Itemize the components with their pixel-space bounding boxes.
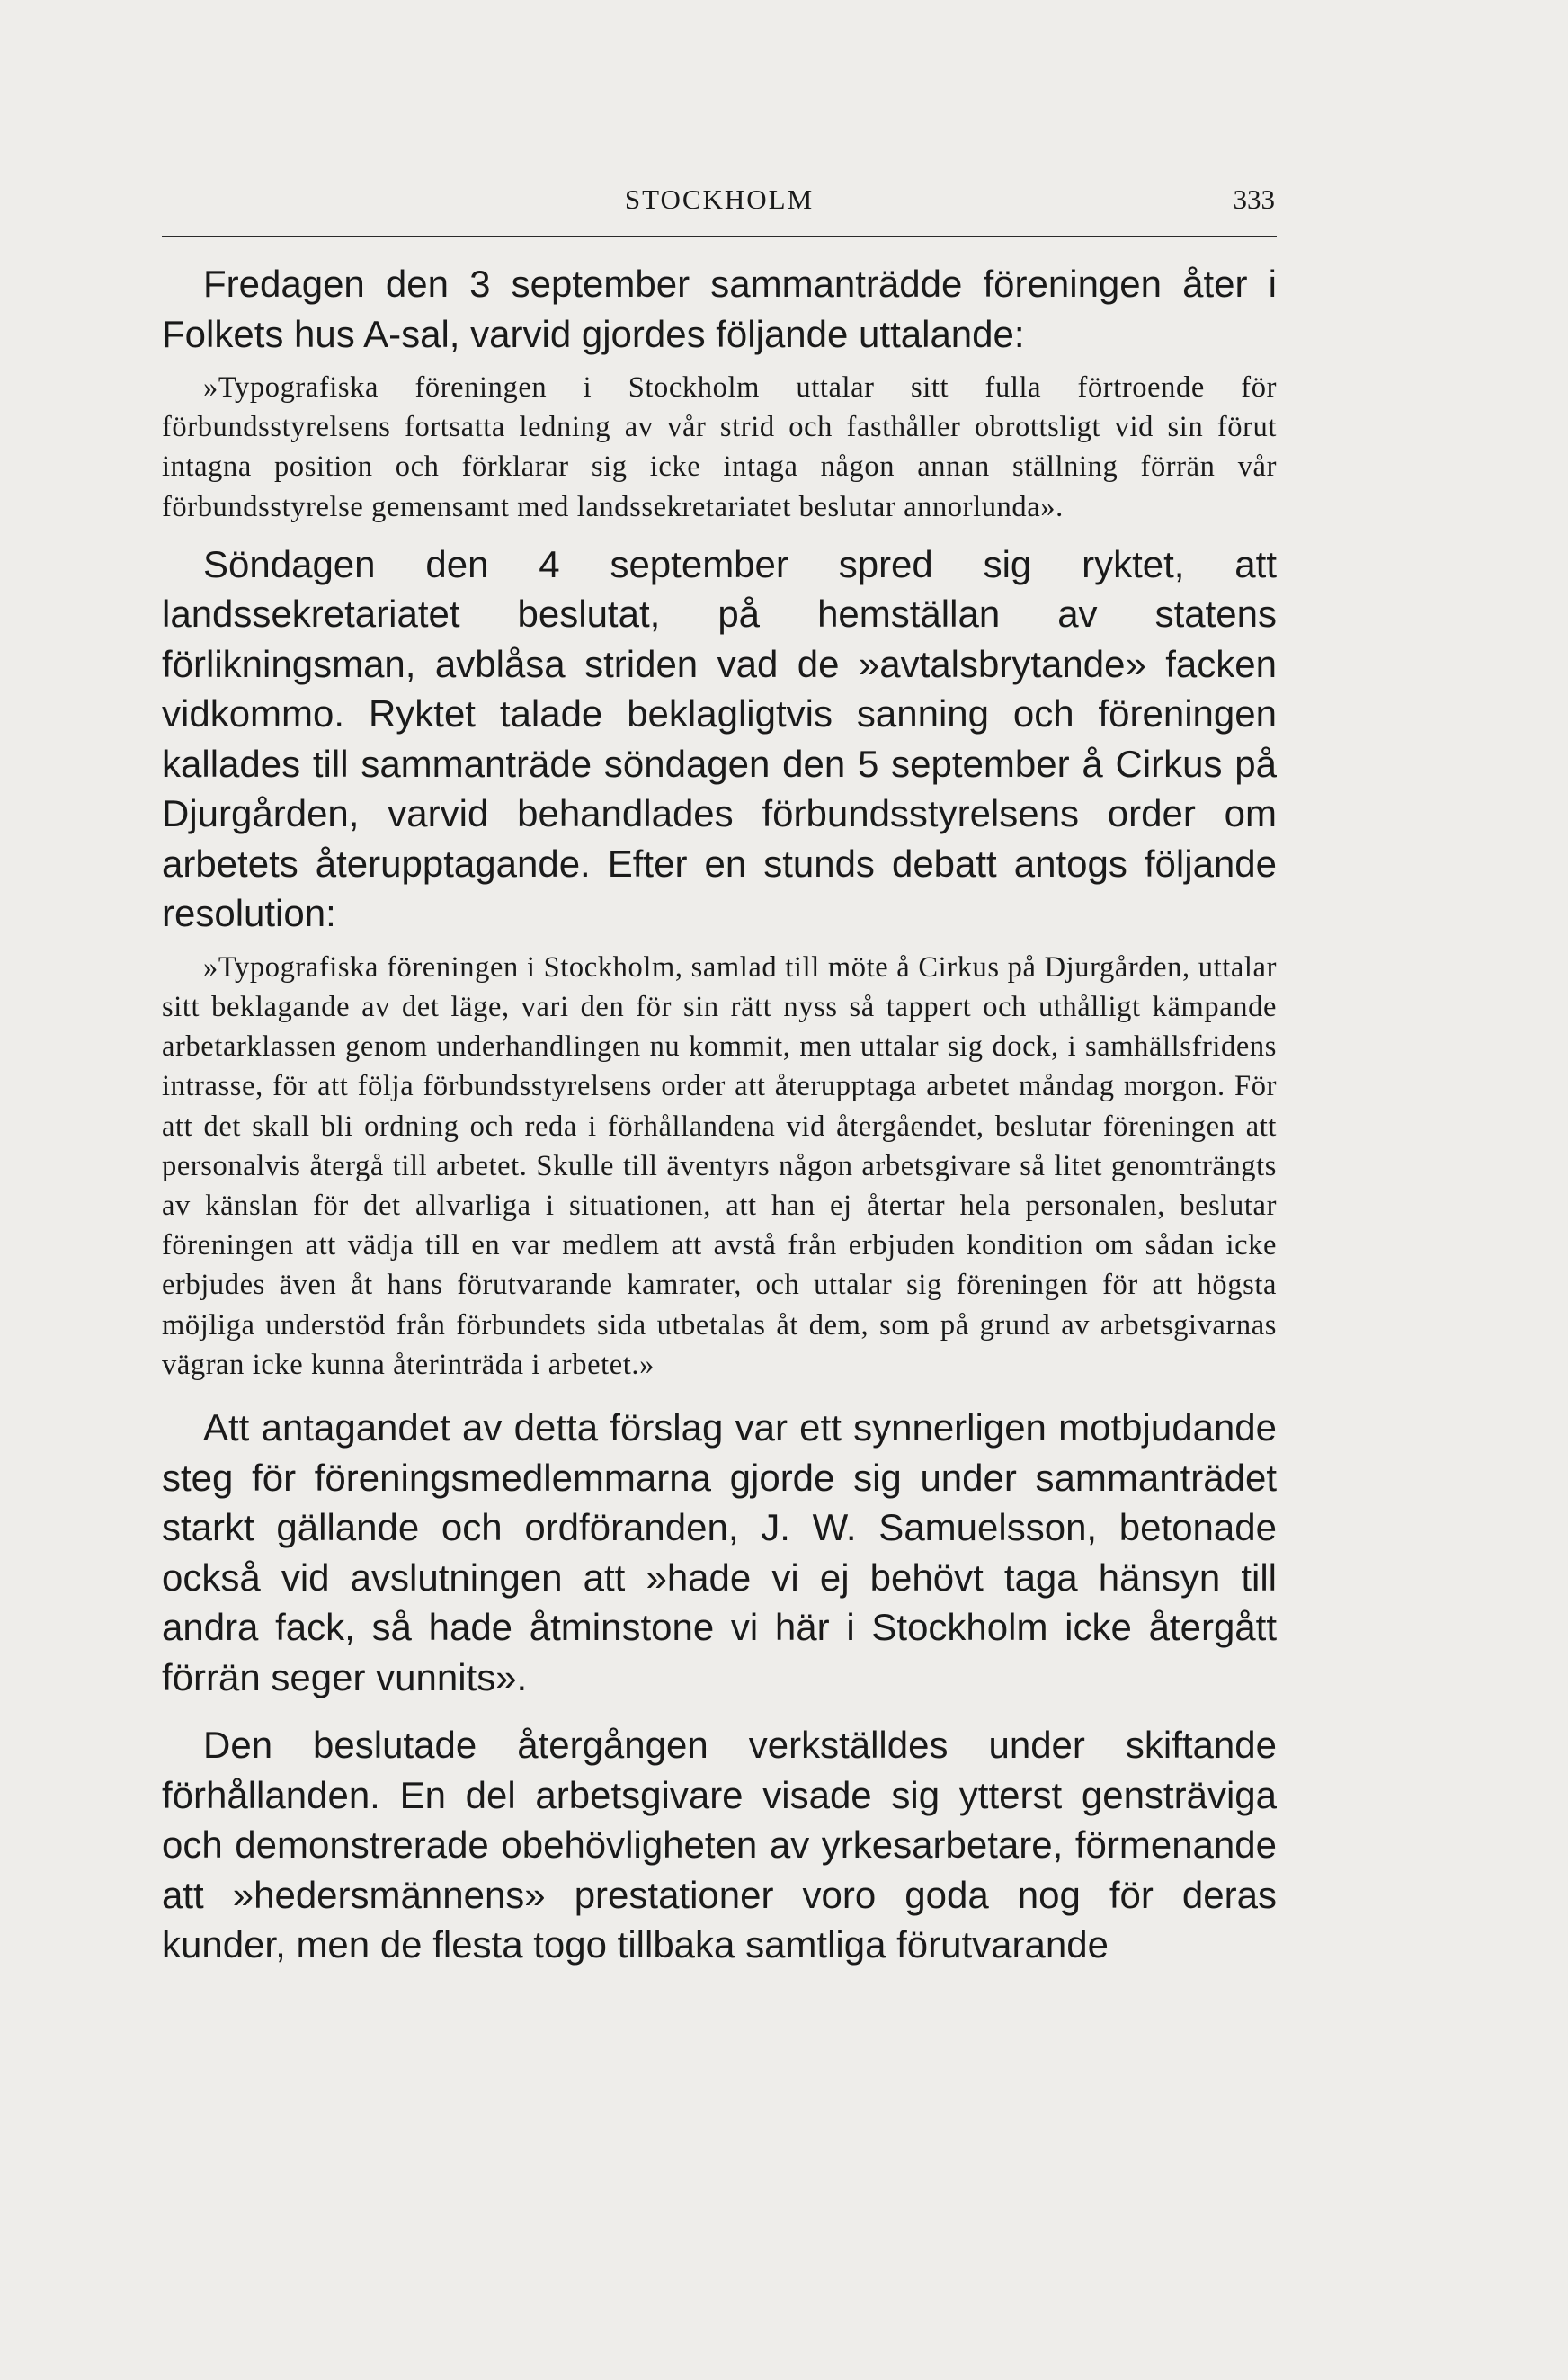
paragraph-adoption: Att antagandet av detta förslag var ett synnerligen motbjudande steg för föreningsmedlemmarna gjorde sig under sammanträdet starkt gällande och ordföranden, J. W. Samuelsson, betonade också vid avslutningen att »hade vi ej behövt taga hänsyn till andra fack, så hade åtminstone vi här i Stockholm icke återgått förrän seger vunnits». (162, 1406, 1277, 1698)
body-text (162, 259, 1277, 1970)
quote-first-statement: »Typografiska föreningen i Stockholm uttalar sitt fulla förtroende för förbundsstyrelsens fortsatta ledning av vår strid och fasthåller obrottsligt vid sin förut intagna position och förklarar sig icke intaga någon annan ställning förrän vår förbundsstyrelse gemensamt med landssekretariatet beslutar annorlunda». (162, 371, 1277, 523)
paragraph-return-to-work: Den beslutade återgången verkställdes under skiftande förhållanden. En del arbetsgivare visade sig ytterst gensträviga och demonstrerade obehövligheten av yrkesarbetare, förmenande att »hedersmännens» prestationer voro goda nog för deras kunder, men de flesta togo tillbaka samtliga förutvarande (162, 1724, 1277, 1966)
running-title: STOCKHOLM (624, 183, 815, 215)
page-number: 333 (1233, 183, 1275, 215)
quote-resolution: »Typografiska föreningen i Stockholm, samlad till möte å Cirkus på Djurgården, uttalar sitt beklagande av det läge, vari den för sin rätt nyss så tappert och uthålligt kämpande arbetarklassen genom underhandlingen nu kommit, men uttalar sig dock, i samhällsfridens intrasse, för att följa förbundsstyrelsens order att återupptaga arbetet måndag morgon. För att det skall bli ordning och reda i förhållandena vid återgåendet, beslutar föreningen att personalvis återgå till arbetet. Skulle till äventyrs någon arbetsgivare så litet genomträngts av känslan för det allvarliga i situationen, att han ej återtar hela personalen, beslutar föreningen att vädja till en var medlem att avstå från erbjuden kondition om sådan icke erbjudes även åt hans förutvarande kamrater, och uttalar sig föreningen för att högsta möjliga understöd från förbundets sida utbetalas åt dem, som på grund av arbetsgivarnas vägran icke kunna återinträda i arbetet.» (162, 950, 1277, 1381)
page-header (162, 180, 1277, 237)
paragraph-friday-meeting: Fredagen den 3 september sammanträdde föreningen åter i Folkets hus A-sal, varvid gjordes följande uttalande: (162, 263, 1277, 355)
paragraph-sunday-rumour: Söndagen den 4 september spred sig ryktet, att landssekretariatet beslutat, på hemställan av statens förlikningsman, avblåsa striden vad de »avtalsbrytande» facken vidkommo. Ryktet talade beklagligtvis sanning och föreningen kallades till sammanträde söndagen den 5 september å Cirkus på Djurgården, varvid behandlades förbundsstyrelsens order om arbetets återupptagande. Efter en stunds debatt antogs följande resolution: (162, 542, 1277, 935)
